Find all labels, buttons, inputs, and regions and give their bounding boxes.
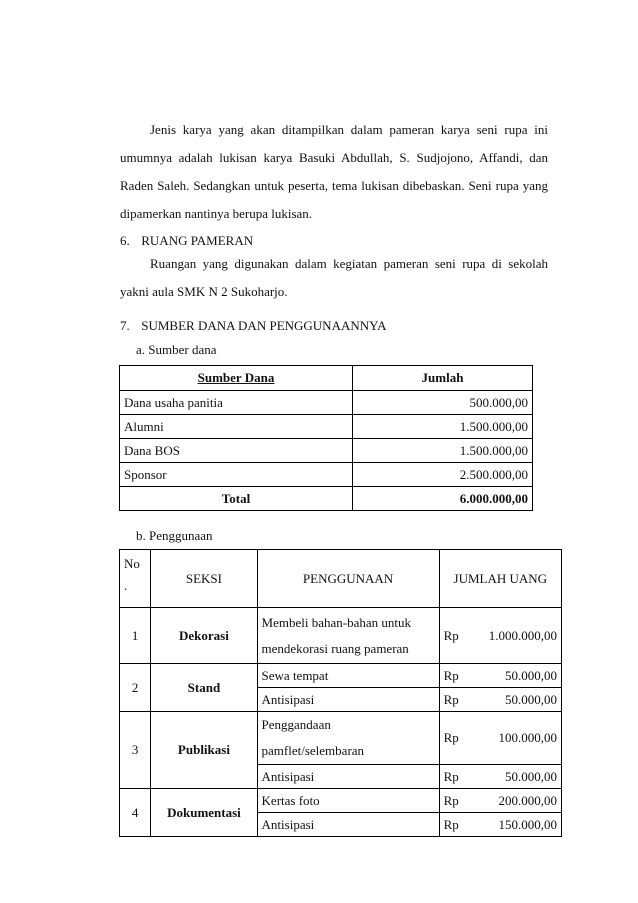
amount-cell <box>439 789 561 813</box>
row-number: 4 <box>120 789 151 837</box>
amount-cell: 1.500.000,00 <box>353 439 533 463</box>
section-7-title: SUMBER DANA DAN PENGGUNAANNYA <box>141 318 387 333</box>
intro-paragraph: Jenis karya yang akan ditampilkan dalam pameran karya seni rupa ini umumnya adalah lukisan karya Basuki Abdullah, S. Sudjojono, Affandi, dan Raden Saleh. Sedangkan untuk peserta, tema lukisan dibebaskan. Seni rupa yang dipamerkan nantinya berupa lukisan. <box>120 122 548 221</box>
col-header-no: No . <box>120 550 151 608</box>
usage-cell: Penggandaan pamflet/selembaran <box>257 712 439 765</box>
currency-label: Rp <box>443 667 459 683</box>
source-cell: Alumni <box>120 415 353 439</box>
source-cell: Sponsor <box>120 463 353 487</box>
table-row <box>120 463 533 487</box>
amount-value: 50.000,00 <box>505 768 557 784</box>
seksi-cell: Stand <box>151 664 257 712</box>
currency-label: Rp <box>443 792 459 808</box>
usage-cell: Antisipasi <box>257 688 439 712</box>
row-number: 1 <box>120 608 151 664</box>
section-7-heading <box>120 318 386 334</box>
section-6-title: RUANG PAMERAN <box>141 233 254 248</box>
amount-value: 1.000.000,00 <box>488 627 557 643</box>
section-6-paragraph: Ruangan yang digunakan dalam kegiatan pameran seni rupa di sekolah yakni aula SMK N 2 Sukoharjo. <box>120 256 548 299</box>
funding-source-table <box>119 365 533 511</box>
amount-cell <box>439 712 561 765</box>
amount-value: 50.000,00 <box>505 691 557 707</box>
col-header-seksi: SEKSI <box>151 550 257 608</box>
usage-table <box>119 549 562 837</box>
amount-value: 200.000,00 <box>498 792 557 808</box>
col-header-amount: Jumlah <box>353 366 533 391</box>
amount-cell: 1.500.000,00 <box>353 415 533 439</box>
table-row <box>120 415 533 439</box>
usage-cell: Antisipasi <box>257 813 439 837</box>
source-cell: Dana BOS <box>120 439 353 463</box>
usage-cell: Sewa tempat <box>257 664 439 688</box>
section-7-number: 7. <box>120 318 130 333</box>
seksi-cell: Dekorasi <box>151 608 257 664</box>
row-number: 2 <box>120 664 151 712</box>
row-number: 3 <box>120 712 151 789</box>
currency-label: Rp <box>443 730 459 745</box>
currency-label: Rp <box>443 691 459 707</box>
amount-value: 50.000,00 <box>505 667 557 683</box>
table-row <box>120 391 533 415</box>
sub-a-heading: a. Sumber dana <box>136 342 217 357</box>
table-row <box>120 439 533 463</box>
amount-cell <box>439 608 561 664</box>
amount-cell <box>439 765 561 789</box>
total-amount: 6.000.000,00 <box>353 487 533 511</box>
section-6-heading <box>120 233 253 249</box>
currency-label: Rp <box>443 627 459 643</box>
source-cell: Dana usaha panitia <box>120 391 353 415</box>
table-header-row <box>120 366 533 391</box>
table-row <box>120 712 562 765</box>
total-row <box>120 487 533 511</box>
amount-value: 100.000,00 <box>498 730 557 745</box>
amount-cell <box>439 664 561 688</box>
col-header-source: Sumber Dana <box>120 366 353 391</box>
amount-cell <box>439 813 561 837</box>
amount-value: 150.000,00 <box>498 816 557 832</box>
usage-cell: Antisipasi <box>257 765 439 789</box>
section-6-number: 6. <box>120 233 130 248</box>
seksi-cell: Publikasi <box>151 712 257 789</box>
total-label: Total <box>120 487 353 511</box>
amount-cell: 500.000,00 <box>353 391 533 415</box>
table-row <box>120 789 562 813</box>
table-row <box>120 664 562 688</box>
usage-cell: Kertas foto <box>257 789 439 813</box>
col-header-jumlah: JUMLAH UANG <box>439 550 561 608</box>
seksi-cell: Dokumentasi <box>151 789 257 837</box>
amount-cell <box>439 688 561 712</box>
table-header-row <box>120 550 562 608</box>
amount-cell: 2.500.000,00 <box>353 463 533 487</box>
usage-cell: Membeli bahan-bahan untuk mendekorasi ruang pameran <box>257 608 439 664</box>
currency-label: Rp <box>443 816 459 832</box>
col-header-penggunaan: PENGGUNAAN <box>257 550 439 608</box>
table-row <box>120 608 562 664</box>
sub-b-heading: b. Penggunaan <box>136 528 213 543</box>
currency-label: Rp <box>443 768 459 784</box>
